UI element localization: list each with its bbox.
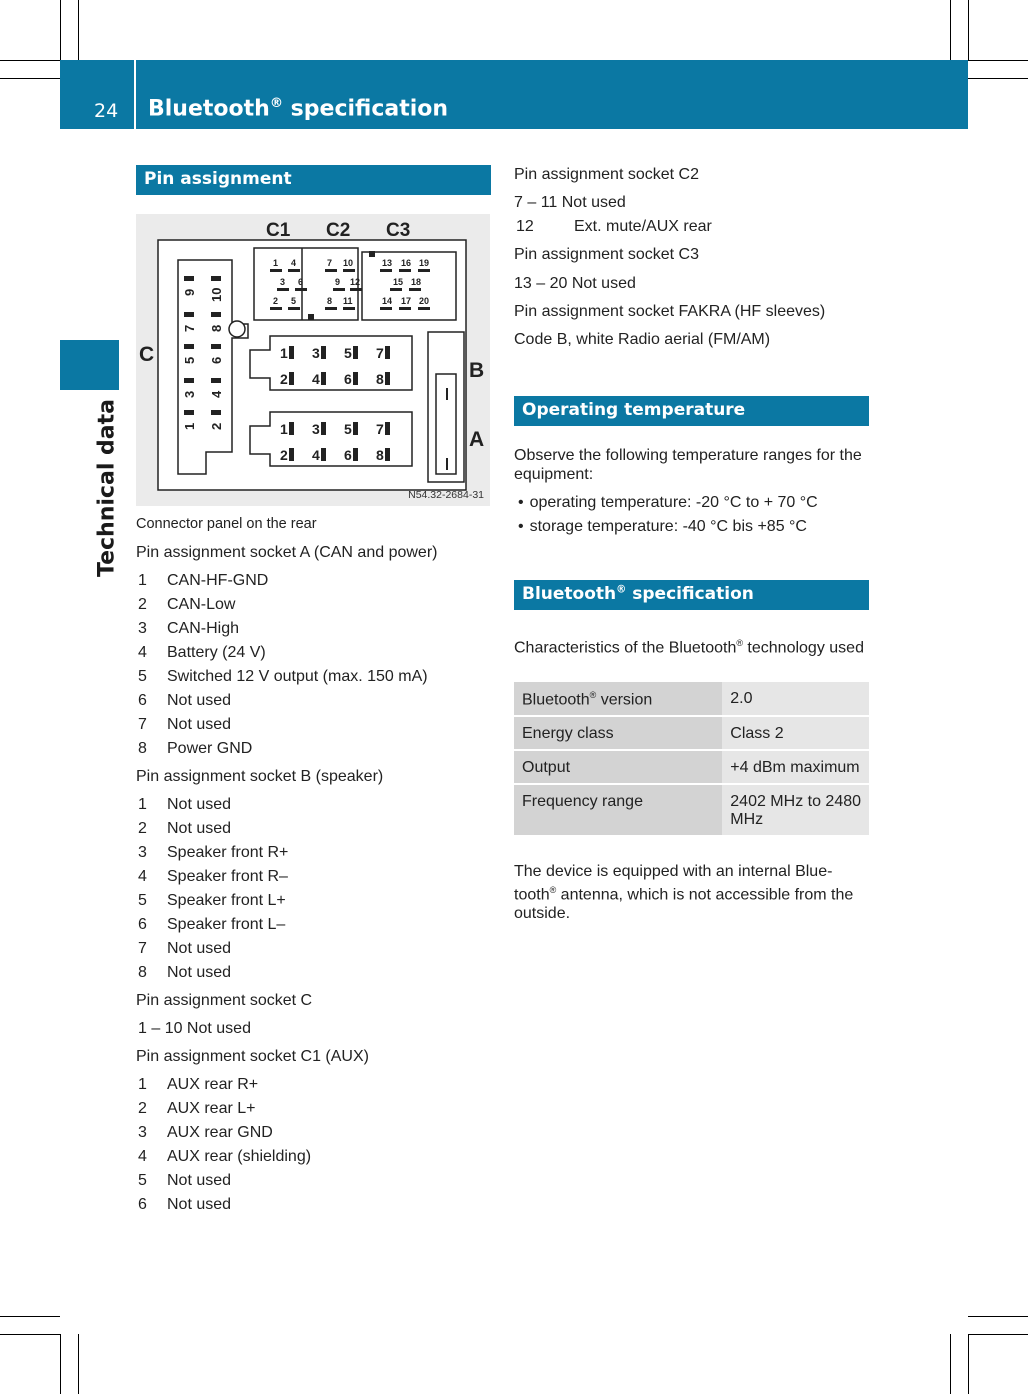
crop-mark [0, 78, 60, 79]
socket-a-list [138, 572, 428, 764]
svg-text:12: 12 [350, 277, 361, 287]
svg-text:10: 10 [209, 287, 224, 302]
crop-mark [78, 1334, 79, 1394]
crop-mark [950, 0, 951, 60]
table-key: Bluetooth® version [514, 682, 722, 716]
page-number: 24 [94, 100, 119, 122]
table-row [514, 784, 869, 836]
table-value: 2402 MHz to 2480 MHz [722, 784, 869, 836]
svg-text:4: 4 [312, 371, 320, 387]
socket-c2-line2-num: 12 [516, 218, 534, 235]
chapter-label: Technical data [94, 399, 120, 577]
list-item: 1 CAN-HF-GND [138, 572, 269, 589]
svg-text:3: 3 [312, 345, 320, 361]
table-value: Class 2 [722, 716, 869, 750]
section-title-pin-assignment: Pin assignment [136, 165, 491, 195]
list-item: 6 Not used [138, 1196, 232, 1213]
crop-mark [78, 0, 79, 60]
list-item: 5 Switched 12 V output (max. 150 mA) [138, 668, 428, 685]
crop-mark [950, 1334, 951, 1394]
svg-text:16: 16 [401, 258, 412, 268]
socket-a-heading: Pin assignment socket A (CAN and power) [136, 544, 438, 561]
label-c3: C3 [386, 220, 411, 241]
svg-text:1: 1 [273, 258, 279, 268]
list-item: 1 Not used [138, 796, 232, 813]
svg-text:2: 2 [280, 447, 288, 463]
svg-text:3: 3 [182, 390, 197, 398]
svg-text:3: 3 [312, 421, 320, 437]
table-key: Frequency range [514, 784, 722, 836]
svg-text:2: 2 [273, 296, 279, 306]
svg-text:8: 8 [327, 296, 333, 306]
socket-b-heading: Pin assignment socket B (speaker) [136, 768, 384, 785]
crop-mark [968, 1334, 1028, 1335]
svg-text:14: 14 [382, 296, 393, 306]
connector-panel-drawing [136, 214, 490, 506]
table-row [514, 750, 869, 784]
svg-text:5: 5 [182, 356, 197, 364]
socket-c2-line1: 7 – 11 Not used [514, 194, 626, 211]
temperature-bullet: • storage temperature: -40 °C bis +85 °C [518, 518, 807, 536]
svg-text:2: 2 [209, 422, 224, 430]
svg-text:7: 7 [182, 324, 197, 332]
list-item: 8 Power GND [138, 740, 253, 757]
fakra-line: Code B, white Radio aerial (FM/AM) [514, 331, 771, 348]
svg-text:1: 1 [280, 421, 288, 437]
svg-text:3: 3 [280, 277, 286, 287]
page-header [60, 60, 968, 129]
connector-diagram [136, 214, 490, 506]
crop-mark [968, 0, 969, 60]
list-item: 1 AUX rear R+ [138, 1076, 259, 1093]
label-c1: C1 [266, 220, 291, 241]
svg-text:10: 10 [343, 258, 354, 268]
socket-c3-heading: Pin assignment socket C3 [514, 246, 699, 263]
socket-c2-line2 [516, 218, 712, 236]
svg-text:6: 6 [344, 447, 352, 463]
bluetooth-spec-table [514, 682, 869, 837]
list-item: 8 Not used [138, 964, 232, 981]
crop-mark [60, 0, 61, 60]
svg-text:6: 6 [209, 356, 224, 364]
header-divider [134, 60, 136, 129]
svg-text:9: 9 [335, 277, 341, 287]
svg-text:9: 9 [182, 288, 197, 296]
list-item: 2 CAN-Low [138, 596, 236, 613]
crop-mark [968, 60, 1028, 61]
crop-mark [60, 1334, 61, 1394]
label-c2: C2 [326, 220, 351, 241]
table-value: +4 dBm maximum [722, 750, 869, 784]
svg-text:6: 6 [298, 277, 304, 287]
page-title-text: Bluetooth [148, 96, 270, 122]
section-title-operating-temperature: Operating temperature [514, 396, 869, 426]
registered-mark: ® [616, 584, 627, 596]
list-item: 6 Not used [138, 692, 232, 709]
list-item: 3 Speaker front R+ [138, 844, 289, 861]
section-title-text: Bluetooth [522, 584, 617, 604]
registered-mark: ® [269, 96, 284, 111]
svg-text:7: 7 [376, 421, 384, 437]
list-item: 3 AUX rear GND [138, 1124, 273, 1141]
socket-c2-line2-text: Ext. mute/AUX rear [574, 218, 712, 235]
svg-text:7: 7 [327, 258, 333, 268]
bluetooth-intro-a: Characteristics of the Bluetooth [514, 639, 737, 657]
socket-b-list [138, 796, 288, 988]
label-b: B [469, 359, 485, 382]
socket-c-heading: Pin assignment socket C [136, 992, 313, 1009]
bluetooth-intro [514, 634, 869, 657]
svg-text:13: 13 [382, 258, 393, 268]
svg-text:5: 5 [344, 421, 352, 437]
list-item: 4 AUX rear (shielding) [138, 1148, 312, 1165]
svg-text:5: 5 [344, 345, 352, 361]
list-item: 3 CAN-High [138, 620, 240, 637]
crop-mark [0, 1316, 60, 1317]
svg-text:18: 18 [411, 277, 422, 287]
svg-text:5: 5 [291, 296, 297, 306]
label-a: A [469, 428, 485, 451]
socket-c3-line: 13 – 20 Not used [514, 275, 636, 292]
list-item: 5 Not used [138, 1172, 232, 1189]
list-item: 4 Battery (24 V) [138, 644, 266, 661]
svg-text:2: 2 [280, 371, 288, 387]
temperature-bullet: • operating temperature: -20 °C to + 70 °C [518, 494, 818, 512]
svg-text:4: 4 [291, 258, 297, 268]
socket-c1-list [138, 1076, 311, 1220]
svg-text:15: 15 [393, 277, 404, 287]
temperature-intro: Observe the following temperature ranges for the equipment: [514, 447, 862, 483]
list-item: 2 AUX rear L+ [138, 1100, 256, 1117]
list-item: 2 Not used [138, 820, 232, 837]
diagram-caption: Connector panel on the rear [136, 516, 317, 532]
svg-text:1: 1 [280, 345, 288, 361]
list-item: 7 Not used [138, 716, 232, 733]
section-title-bluetooth-spec [514, 580, 869, 610]
table-row [514, 682, 869, 716]
list-item: 6 Speaker front L– [138, 916, 286, 933]
svg-text:11: 11 [343, 296, 353, 306]
page-title [148, 96, 448, 121]
chapter-tab [60, 340, 119, 390]
table-key: Energy class [514, 716, 722, 750]
registered-mark: ® [549, 885, 557, 895]
svg-text:1: 1 [182, 422, 197, 430]
svg-text:8: 8 [376, 447, 384, 463]
svg-text:17: 17 [401, 296, 412, 306]
list-item: 7 Not used [138, 940, 232, 957]
svg-text:20: 20 [419, 296, 430, 306]
crop-mark [968, 1334, 969, 1394]
crop-mark [0, 1334, 60, 1335]
socket-c1-heading: Pin assignment socket C1 (AUX) [136, 1048, 369, 1065]
bluetooth-intro-b: technology used [742, 639, 864, 657]
svg-text:8: 8 [209, 324, 224, 332]
registered-mark: ® [736, 638, 743, 648]
list-item: 5 Speaker front L+ [138, 892, 286, 909]
crop-mark [968, 78, 1028, 79]
svg-text:7: 7 [376, 345, 384, 361]
bluetooth-note-a: The device is equipped with an internal Blue-tooth [514, 863, 833, 904]
diagram-code: N54.32-2684-31 [408, 489, 484, 501]
table-row [514, 716, 869, 750]
socket-c-line: 1 – 10 Not used [138, 1020, 251, 1037]
page-title-rest: specification [283, 96, 449, 122]
bluetooth-note [514, 862, 869, 923]
svg-text:4: 4 [312, 447, 320, 463]
crop-mark [968, 1316, 1028, 1317]
crop-mark [0, 60, 60, 61]
list-item: 4 Speaker front R– [138, 868, 288, 885]
socket-c2-heading: Pin assignment socket C2 [514, 166, 699, 183]
svg-text:19: 19 [419, 258, 430, 268]
bluetooth-note-b: antenna, which is not accessible from the outside. [514, 886, 854, 923]
svg-text:8: 8 [376, 371, 384, 387]
section-title-rest: specification [626, 584, 754, 604]
fakra-heading: Pin assignment socket FAKRA (HF sleeves) [514, 303, 826, 320]
table-key: Output [514, 750, 722, 784]
svg-text:6: 6 [344, 371, 352, 387]
svg-text:4: 4 [209, 390, 224, 398]
table-value: 2.0 [722, 682, 869, 716]
label-c: C [139, 343, 155, 366]
